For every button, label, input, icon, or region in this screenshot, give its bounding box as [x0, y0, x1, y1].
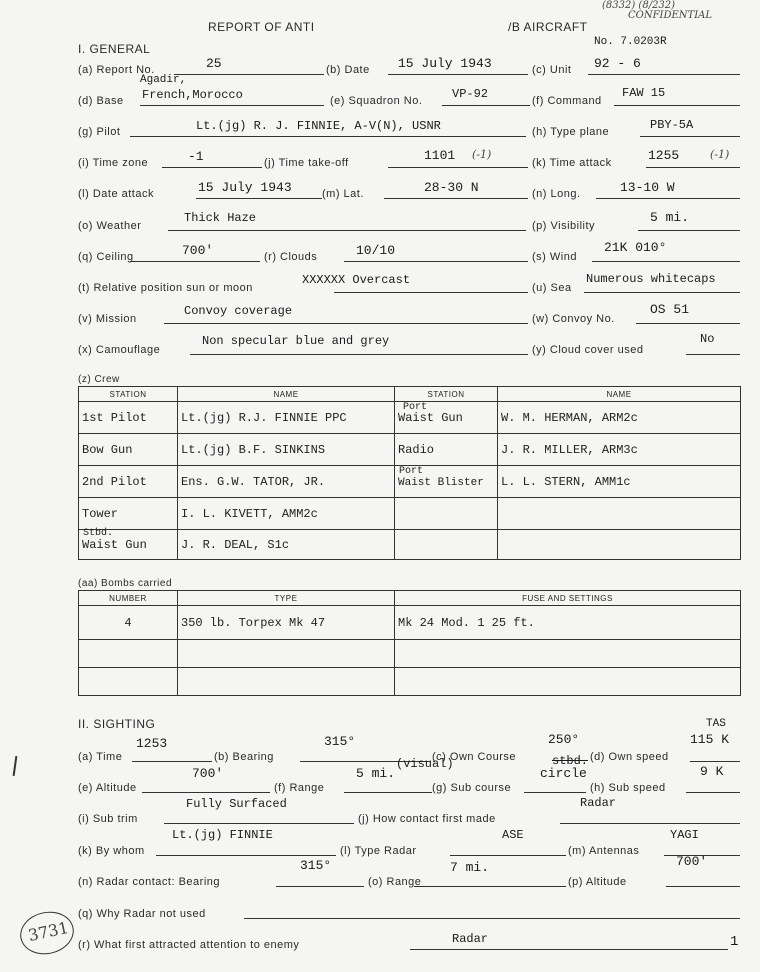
radar-range-value: 7 mi. [450, 860, 490, 875]
crew-header-station-2: STATION [395, 387, 498, 402]
type-plane-label: (h) Type plane [532, 126, 610, 138]
mission-label: (v) Mission [78, 313, 137, 325]
crew-name-3-2: L. L. STERN, AMM1c [498, 466, 741, 498]
cloud-cover-value: No [700, 332, 715, 346]
bombs-fuse-1: Mk 24 Mod. 1 25 ft. [395, 606, 741, 640]
sub-trim-label: (i) Sub trim [78, 813, 138, 825]
own-course-value: 250° [548, 732, 580, 747]
sighting-time-label: (a) Time [78, 751, 123, 763]
radar-altitude-label: (p) Altitude [568, 876, 627, 888]
squadron-value: VP-92 [452, 87, 489, 101]
margin-tick-mark [13, 756, 18, 776]
command-label: (f) Command [532, 95, 602, 107]
crew-station-2-1: Bow Gun [79, 434, 178, 466]
by-whom-label: (k) By whom [78, 845, 145, 857]
report-title-tail: /B AIRCRAFT [508, 20, 588, 34]
section-general-heading: I. GENERAL [78, 42, 151, 56]
own-course-label: (c) Own Course [432, 751, 517, 763]
crew-table [78, 386, 741, 560]
date-value: 15 July 1943 [398, 56, 492, 71]
crew-station-3-1: 2nd Pilot [79, 466, 178, 498]
pilot-value: Lt.(jg) R. J. FINNIE, A-V(N), USNR [196, 119, 441, 133]
antennas-label: (m) Antennas [568, 845, 640, 857]
crew-row [79, 434, 741, 466]
crew-name-1-1: Lt.(jg) R.J. FINNIE PPC [178, 402, 395, 434]
command-value: FAW 15 [622, 86, 666, 100]
camouflage-value: Non specular blue and grey [202, 334, 390, 348]
weather-value: Thick Haze [184, 211, 257, 225]
mission-value: Convoy coverage [184, 304, 293, 318]
bombs-header-number: NUMBER [79, 591, 178, 606]
time-attack-value: 1255 [648, 148, 680, 163]
bombs-number-1: 4 [79, 606, 178, 640]
visibility-value: 5 mi. [650, 210, 690, 225]
crew-station-2-2: Radio [395, 434, 498, 466]
crew-name-3-1: Ens. G.W. TATOR, JR. [178, 466, 395, 498]
type-radar-value: ASE [502, 828, 524, 842]
crew-name-2-1: Lt.(jg) B.F. SINKINS [178, 434, 395, 466]
sub-trim-value: Fully Surfaced [186, 797, 287, 811]
convoy-label: (w) Convoy No. [532, 313, 615, 325]
unit-value: 92 - 6 [594, 56, 641, 71]
crew-station-5-2 [395, 530, 498, 560]
crew-station-4-2 [395, 498, 498, 530]
crew-station-5-1: Waist Gun [82, 537, 147, 552]
first-attention-label: (r) What first attracted attention to enemy [78, 939, 300, 951]
date-attack-label: (l) Date attack [78, 188, 154, 200]
report-no-label: (a) Report No. [78, 64, 155, 76]
sighting-bearing-label: (b) Bearing [214, 751, 274, 763]
crew-row [79, 466, 741, 498]
squadron-label: (e) Squadron No. [330, 95, 423, 107]
bombs-row [79, 606, 741, 640]
report-title: REPORT OF ANTI [208, 20, 315, 34]
time-takeoff-note: (-1) [472, 148, 492, 161]
camouflage-label: (x) Camouflage [78, 344, 161, 356]
time-attack-note: (-1) [710, 148, 730, 161]
bombs-row [79, 640, 741, 668]
time-zone-label: (i) Time zone [78, 157, 149, 169]
crew-station-4-1: Tower [79, 498, 178, 530]
ceiling-value: 700' [182, 243, 214, 258]
altitude-label: (e) Altitude [78, 782, 137, 794]
why-radar-label: (q) Why Radar not used [78, 908, 206, 920]
first-attention-value: Radar [452, 932, 489, 946]
radar-bearing-label: (n) Radar contact: Bearing [78, 876, 221, 888]
section-sighting-heading: II. SIGHTING [78, 717, 156, 731]
crew-station-prefix-3: Stbd. [83, 528, 114, 539]
altitude-value: 700' [192, 766, 224, 781]
lat-label: (m) Lat. [322, 188, 364, 200]
time-takeoff-value: 1101 [424, 148, 456, 163]
date-label: (b) Date [326, 64, 370, 76]
radar-bearing-value: 315° [300, 858, 332, 873]
stamp-top: (8332) (8/232) [602, 0, 676, 11]
bombs-table [78, 590, 741, 696]
own-speed-note: TAS [706, 718, 726, 730]
reference-number: No. 7.0203R [594, 36, 667, 48]
wind-value: 21K 010° [604, 240, 667, 255]
crew-name-5-1: J. R. DEAL, S1c [178, 530, 395, 560]
confidential-stamp: CONFIDENTIAL [628, 10, 713, 21]
sea-label: (u) Sea [532, 282, 572, 294]
sub-course-struck: stbd. [552, 754, 589, 768]
report-no-value: 25 [206, 56, 222, 71]
sighting-time-value: 1253 [136, 736, 168, 751]
sub-course-value: circle [540, 766, 587, 781]
crew-row [79, 402, 741, 434]
bombs-header-fuse: FUSE AND SETTINGS [395, 591, 741, 606]
ceiling-label: (q) Ceiling [78, 251, 134, 263]
crew-row [79, 498, 741, 530]
how-contact-label: (j) How contact first made [358, 813, 496, 825]
crew-station-3-2: Waist Blister [398, 476, 484, 489]
unit-label: (c) Unit [532, 64, 572, 76]
crew-name-4-2 [498, 498, 741, 530]
crew-name-4-1: I. L. KIVETT, AMM2c [178, 498, 395, 530]
base-label: (d) Base [78, 95, 124, 107]
sea-value: Numerous whitecaps [586, 272, 716, 286]
range-note: (visual) [396, 757, 454, 771]
convoy-value: OS 51 [650, 302, 690, 317]
radar-range-label: (o) Range [368, 876, 422, 888]
crew-station-prefix-2: Port [399, 466, 424, 477]
time-zone-value: -1 [188, 149, 204, 164]
own-speed-label: (d) Own speed [590, 751, 669, 763]
type-plane-value: PBY-5A [650, 118, 694, 132]
sub-course-label: (g) Sub course [432, 782, 512, 794]
crew-row [79, 530, 741, 560]
own-speed-value: 115 K [690, 732, 730, 747]
crew-header-station-1: STATION [79, 387, 178, 402]
crew-name-5-2 [498, 530, 741, 560]
date-attack-value: 15 July 1943 [198, 180, 292, 195]
bombs-type-1: 350 lb. Torpex Mk 47 [178, 606, 395, 640]
relative-position-value: XXXXXX Overcast [302, 273, 411, 287]
lat-value: 28-30 N [424, 180, 479, 195]
how-contact-value: Radar [580, 796, 617, 810]
radar-altitude-value: 700' [676, 854, 708, 869]
antennas-value: YAGI [670, 828, 699, 842]
sub-speed-label: (h) Sub speed [590, 782, 666, 794]
page-number: 1 [730, 934, 739, 950]
clouds-label: (r) Clouds [264, 251, 318, 263]
bombs-label: (aa) Bombs carried [78, 578, 173, 589]
crew-station-prefix-1: Port [403, 402, 428, 413]
pilot-label: (g) Pilot [78, 126, 121, 138]
base-value-above: Agadir, [140, 74, 187, 86]
circled-number: 3731 [26, 917, 71, 946]
crew-name-2-2: J. R. MILLER, ARM3c [498, 434, 741, 466]
range-label: (f) Range [274, 782, 325, 794]
by-whom-value: Lt.(jg) FINNIE [172, 828, 273, 842]
range-value: 5 mi. [356, 766, 396, 781]
crew-station-1-1: 1st Pilot [79, 402, 178, 434]
type-radar-label: (l) Type Radar [340, 845, 417, 857]
base-value: French,Morocco [142, 88, 243, 102]
crew-header-name-2: NAME [498, 387, 741, 402]
bombs-row [79, 668, 741, 696]
weather-label: (o) Weather [78, 220, 142, 232]
long-label: (n) Long. [532, 188, 581, 200]
visibility-label: (p) Visibility [532, 220, 596, 232]
crew-label: (z) Crew [78, 374, 120, 385]
time-attack-label: (k) Time attack [532, 157, 612, 169]
sub-speed-value: 9 K [700, 764, 724, 779]
sighting-bearing-value: 315° [324, 734, 356, 749]
crew-name-1-2: W. M. HERMAN, ARM2c [498, 402, 741, 434]
wind-label: (s) Wind [532, 251, 577, 263]
time-takeoff-label: (j) Time take-off [264, 157, 349, 169]
clouds-value: 10/10 [356, 243, 396, 258]
bombs-header-type: TYPE [178, 591, 395, 606]
crew-station-1-2: Waist Gun [398, 410, 463, 425]
cloud-cover-label: (y) Cloud cover used [532, 344, 644, 356]
relative-position-label: (t) Relative position sun or moon [78, 282, 253, 294]
long-value: 13-10 W [620, 180, 675, 195]
crew-header-name-1: NAME [178, 387, 395, 402]
